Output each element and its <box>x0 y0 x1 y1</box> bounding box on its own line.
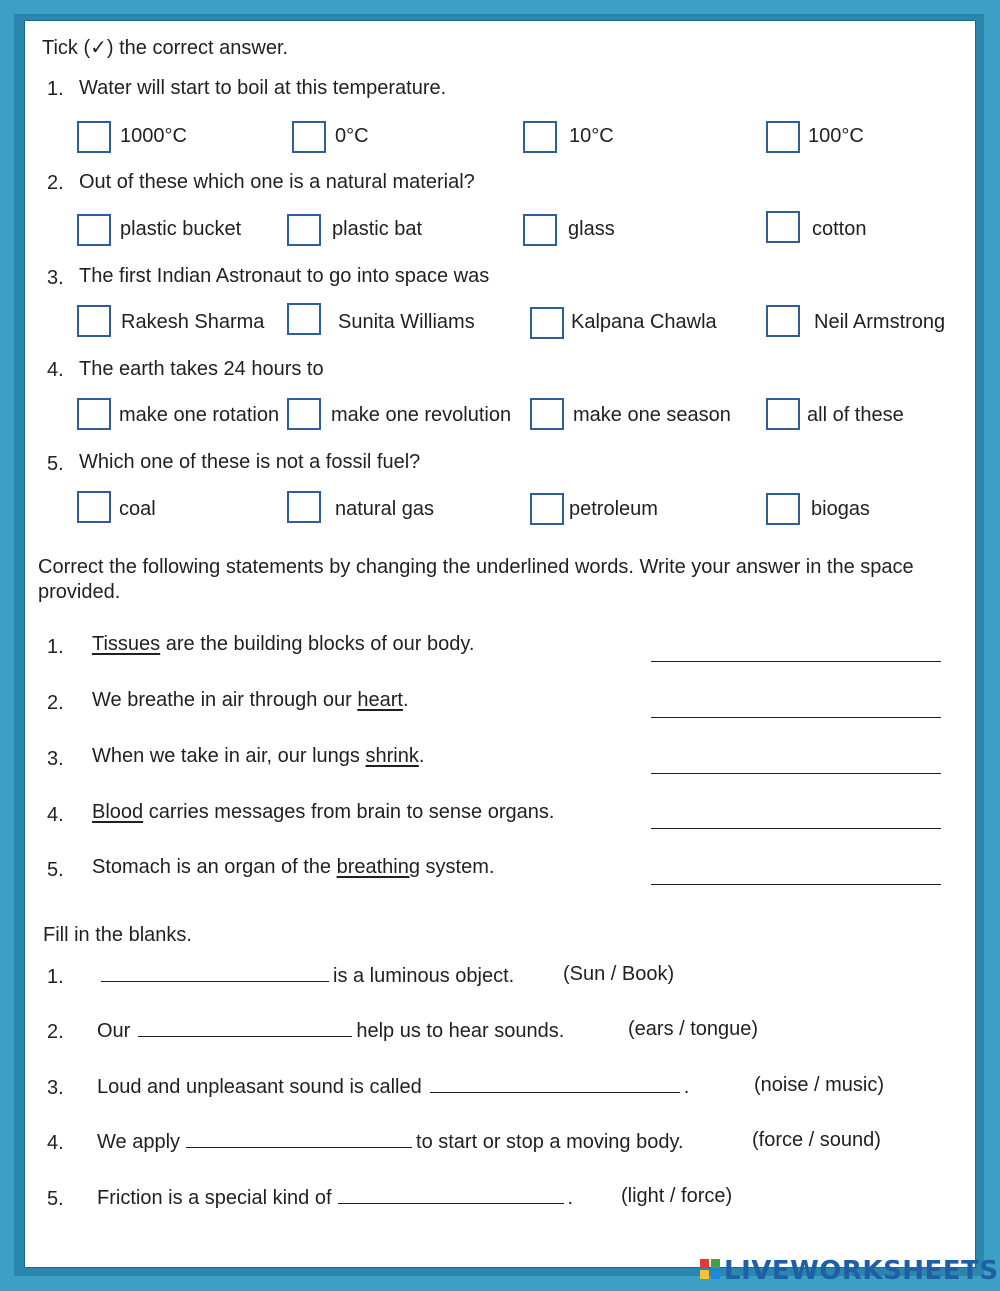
s2-item3-after: . <box>418 745 425 767</box>
s3-item2-number: 2. <box>47 1021 64 1043</box>
s3-item5-before: Friction is a special kind of <box>97 1187 332 1209</box>
q2-option4-checkbox[interactable] <box>766 211 800 243</box>
s3-item3-hint: (noise / music) <box>754 1074 885 1096</box>
s2-item3-underlined: shrink <box>365 745 419 767</box>
q1-option2-label: 0°C <box>335 125 369 147</box>
q4-option3-label: make one season <box>573 404 731 426</box>
worksheet-page <box>24 20 976 1268</box>
q3-option1-label: Rakesh Sharma <box>121 311 265 333</box>
q2-option2-checkbox[interactable] <box>287 214 321 246</box>
s2-item3-statement <box>92 745 424 768</box>
q1-option3-checkbox[interactable] <box>523 121 557 153</box>
q1-option4-label: 100°C <box>808 125 864 147</box>
q2-option1-checkbox[interactable] <box>77 214 111 246</box>
liveworksheets-logo[interactable] <box>700 1255 999 1287</box>
q3-option2-label: Sunita Williams <box>338 311 475 333</box>
section3-heading: Fill in the blanks. <box>43 924 192 946</box>
s2-item2-number: 2. <box>47 692 64 714</box>
s3-item4-before: We apply <box>97 1131 181 1153</box>
q1-option4-checkbox[interactable] <box>766 121 800 153</box>
s3-item3-before: Loud and unpleasant sound is called <box>97 1076 422 1098</box>
q5-option3-checkbox[interactable] <box>530 493 564 525</box>
s2-item2-answer-line[interactable] <box>651 717 941 718</box>
q5-option1-label: coal <box>119 498 156 520</box>
q3-option3-checkbox[interactable] <box>530 307 564 339</box>
q1-option1-label: 1000°C <box>120 125 187 147</box>
s3-item1-sentence <box>97 963 514 988</box>
s3-item1-blank[interactable] <box>101 963 329 982</box>
s3-item1-number: 1. <box>47 966 64 988</box>
s2-item2-after: . <box>402 689 409 711</box>
q2-option3-checkbox[interactable] <box>523 214 557 246</box>
s2-item2-statement <box>92 689 409 712</box>
q4-option2-checkbox[interactable] <box>287 398 321 430</box>
q1-option3-label: 10°C <box>569 125 614 147</box>
s2-item4-answer-line[interactable] <box>651 828 941 829</box>
q1-text: Water will start to boil at this temperature. <box>79 77 447 99</box>
q3-number: 3. <box>47 267 64 289</box>
q4-option1-label: make one rotation <box>119 404 280 426</box>
q2-option4-label: cotton <box>812 218 867 240</box>
s3-item3-blank[interactable] <box>430 1074 680 1093</box>
q1-number: 1. <box>47 78 64 100</box>
s2-item5-after: system. <box>420 856 495 878</box>
s2-item2-underlined: heart <box>357 689 403 711</box>
s3-item5-hint: (light / force) <box>621 1185 733 1207</box>
q2-option3-label: glass <box>568 218 615 240</box>
s2-item3-before: When we take in air, our lungs <box>92 745 366 767</box>
q5-number: 5. <box>47 453 64 475</box>
s3-item5-after: . <box>567 1187 574 1209</box>
s3-item1-hint: (Sun / Book) <box>563 963 675 985</box>
s2-item5-before: Stomach is an organ of the <box>92 856 337 878</box>
s2-item5-statement <box>92 856 494 879</box>
s3-item3-number: 3. <box>47 1077 64 1099</box>
q3-option2-checkbox[interactable] <box>287 303 321 335</box>
q3-text: The first Indian Astronaut to go into space was <box>79 265 490 287</box>
q2-option2-label: plastic bat <box>332 218 423 240</box>
q4-option4-label: all of these <box>807 404 904 426</box>
s2-item4-underlined: Blood <box>92 801 144 823</box>
s3-item3-sentence <box>97 1074 689 1099</box>
s3-item3-after: . <box>683 1076 690 1098</box>
q3-option4-label: Neil Armstrong <box>814 311 946 333</box>
s3-item4-number: 4. <box>47 1132 64 1154</box>
s2-item1-after: are the building blocks of our body. <box>160 633 475 655</box>
s3-item2-blank[interactable] <box>138 1018 352 1037</box>
q5-option2-checkbox[interactable] <box>287 491 321 523</box>
s2-item2-before: We breathe in air through our <box>92 689 358 711</box>
section2-heading: Correct the following statements by changing the underlined words. Write your answer in the space provided. <box>38 556 914 603</box>
q2-text: Out of these which one is a natural material? <box>79 171 475 193</box>
s2-item3-number: 3. <box>47 748 64 770</box>
s2-item3-answer-line[interactable] <box>651 773 941 774</box>
section1-heading: Tick (✓) the correct answer. <box>42 37 289 59</box>
q4-option4-checkbox[interactable] <box>766 398 800 430</box>
q2-number: 2. <box>47 172 64 194</box>
q3-option4-checkbox[interactable] <box>766 305 800 337</box>
s2-item1-answer-line[interactable] <box>651 661 941 662</box>
q4-option3-checkbox[interactable] <box>530 398 564 430</box>
s3-item4-blank[interactable] <box>186 1129 412 1148</box>
q5-text: Which one of these is not a fossil fuel? <box>79 451 421 473</box>
q5-option4-checkbox[interactable] <box>766 493 800 525</box>
s3-item5-blank[interactable] <box>338 1185 564 1204</box>
liveworksheets-mark-icon <box>700 1259 722 1283</box>
q4-option1-checkbox[interactable] <box>77 398 111 430</box>
s2-item5-underlined: breathing <box>336 856 420 878</box>
s2-item4-statement <box>92 801 554 824</box>
q4-option2-label: make one revolution <box>331 404 512 426</box>
s3-item4-sentence <box>97 1129 684 1154</box>
q2-option1-label: plastic bucket <box>120 218 242 240</box>
liveworksheets-wordmark: LIVEWORKSHEETS <box>724 1256 999 1286</box>
q5-option1-checkbox[interactable] <box>77 491 111 523</box>
s3-item2-before: Our <box>97 1020 131 1042</box>
s2-item5-answer-line[interactable] <box>651 884 941 885</box>
q5-option4-label: biogas <box>811 498 870 520</box>
s3-item2-hint: (ears / tongue) <box>628 1018 759 1040</box>
q4-text: The earth takes 24 hours to <box>79 358 324 380</box>
q5-option2-label: natural gas <box>335 498 434 520</box>
s3-item2-after: help us to hear sounds. <box>356 1020 565 1042</box>
s2-item1-number: 1. <box>47 636 64 658</box>
s2-item5-number: 5. <box>47 859 64 881</box>
s3-item5-sentence <box>97 1185 573 1210</box>
s2-item4-after: carries messages from brain to sense organs. <box>143 801 555 823</box>
q1-option1-checkbox[interactable] <box>77 121 111 153</box>
s3-item2-sentence <box>97 1018 564 1043</box>
s3-item1-after: is a luminous object. <box>333 965 515 987</box>
s2-item1-statement <box>92 633 474 656</box>
s2-item4-number: 4. <box>47 804 64 826</box>
q4-number: 4. <box>47 359 64 381</box>
s3-item4-hint: (force / sound) <box>752 1129 881 1151</box>
s2-item1-underlined: Tissues <box>92 633 161 655</box>
q5-option3-label: petroleum <box>569 498 658 520</box>
q3-option1-checkbox[interactable] <box>77 305 111 337</box>
q1-option2-checkbox[interactable] <box>292 121 326 153</box>
s3-item4-after: to start or stop a moving body. <box>416 1131 684 1153</box>
s3-item5-number: 5. <box>47 1188 64 1210</box>
q3-option3-label: Kalpana Chawla <box>571 311 717 333</box>
